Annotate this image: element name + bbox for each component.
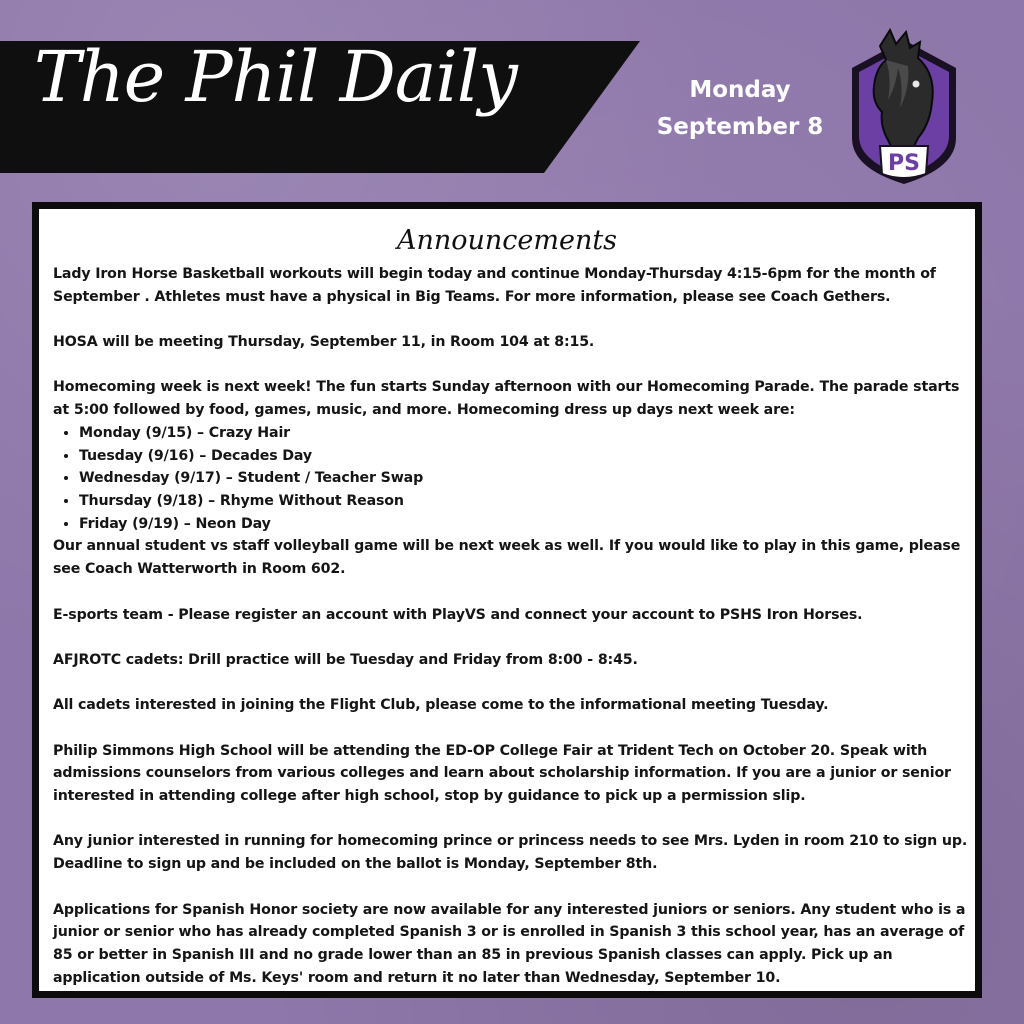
announcements-panel [32,202,982,998]
list-item: • Tuesday (9/16) – Decades Day [79,445,978,468]
newsletter-title: The Phil Daily [34,36,517,118]
list-item: • Wednesday (9/17) – Student / Teacher Swap [79,467,978,490]
announcement-basketball: Lady Iron Horse Basketball workouts will begin today and continue Monday-Thursday 4:15-6pm for the month of September . Athletes must have a physical in Big Teams. For more information, please see Coach Gethers. [53,266,936,305]
announcement-afjrotc: AFJROTC cadets: Drill practice will be Tuesday and Friday from 8:00 - 8:45. [53,651,638,668]
announcement-esports: E-sports team - Please register an account with PlayVS and connect your account to PSHS Iron Horses. [53,606,863,623]
list-item: • Monday (9/15) – Crazy Hair [79,422,978,445]
dress-up-days-list [53,422,978,536]
announcement-homecoming-court: Any junior interested in running for homecoming prince or princess needs to see Mrs. Lyden in room 210 to sign up. Deadline to sign up and be included on the ballot is Monday, September 8th. [53,833,968,873]
announcement-volleyball: Our annual student vs staff volleyball game will be next week as well. If you would like to play in this game, please see Coach Watterworth in Room 602. [53,538,961,578]
ps-badge-text: PS [888,151,920,176]
date-block [640,72,840,146]
announcement-flight-club: All cadets interested in joining the Flight Club, please come to the informational meeting Tuesday. [53,697,829,714]
iron-horse-logo [846,28,962,188]
announcements-heading: Announcements [396,225,618,256]
list-item: • Friday (9/19) – Neon Day [79,513,978,536]
announcement-college-fair: Philip Simmons High School will be attending the ED-OP College Fair at Trident Tech on October 20. Speak with admissions counselors from various colleges and learn about scholarship information. If you are a junior or senior interested in attending college after high school, stop by guidance to pick up a permission slip. [53,742,951,805]
date-label: September 8 [656,114,824,140]
announcements-body [53,263,978,989]
announcement-homecoming: Homecoming week is next week! The fun starts Sunday afternoon with our Homecoming Parade. The parade starts at 5:00 followed by food, games, music, and more. Homecoming dress up days next week are: [53,379,960,419]
horse-eye-icon [913,81,920,88]
day-label: Monday [689,77,791,103]
announcement-hosa: HOSA will be meeting Thursday, September 11, in Room 104 at 8:15. [53,334,595,351]
announcement-spanish-honor: Applications for Spanish Honor society are now available for any interested juniors or seniors. Any student who is a junior or senior who has already completed Spanish 3 or is enrolled in Spanish 3 this school year, has an average of 85 or better in Spanish III and no grade lower than an 85 in previous Spanish classes can apply. Pick up an application outside of Ms. Keys' room and return it no later than Wednesday, September 10. [53,901,966,986]
list-item: • Thursday (9/18) – Rhyme Without Reason [79,490,978,513]
